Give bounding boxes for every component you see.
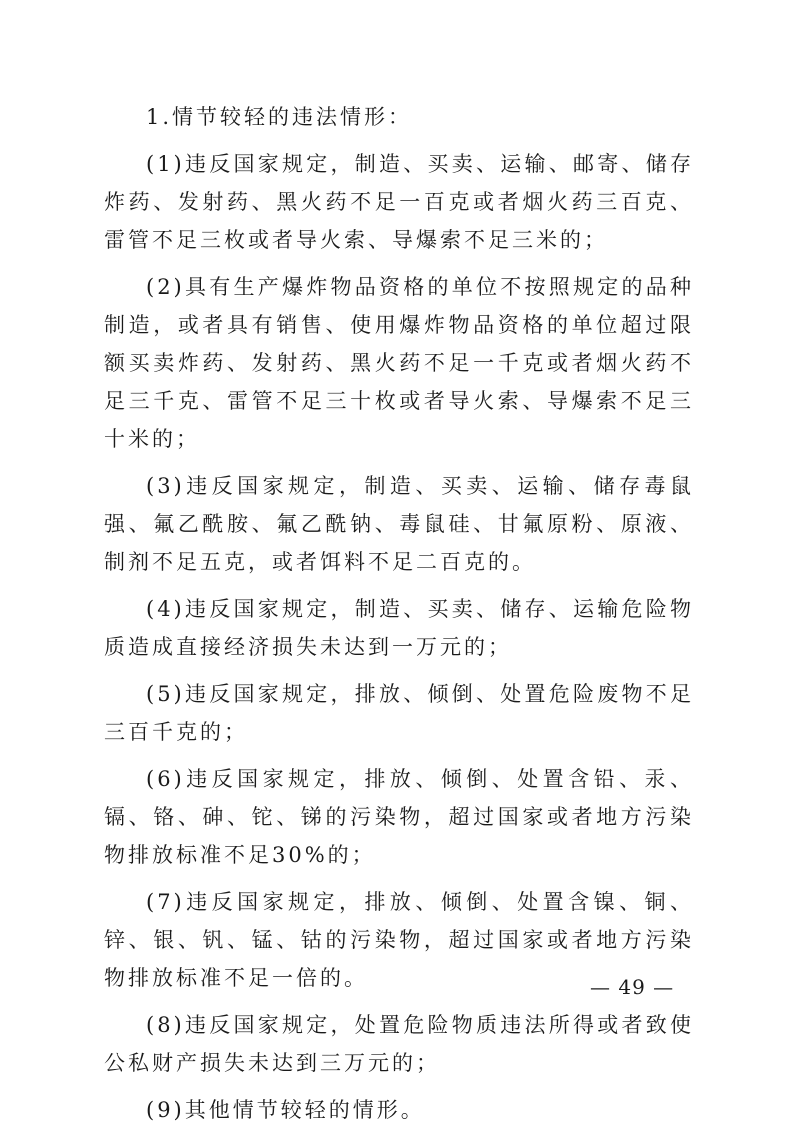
list-item: (1)违反国家规定，制造、买卖、运输、邮寄、储存炸药、发射药、黑火药不足一百克或者烟火药三百克、雷管不足三枚或者导火索、导爆索不足三米的； [104, 152, 694, 252]
list-item: (2)具有生产爆炸物品资格的单位不按照规定的品种制造，或者具有销售、使用爆炸物品资格的单位超过限额买卖炸药、发射药、黑火药不足一千克或者烟火药不足三千克、雷管不足三十枚或者导火索、导爆索不足三十米的； [104, 275, 694, 451]
list-item: (6)违反国家规定，排放、倾倒、处置含铅、汞、镉、铬、砷、铊、锑的污染物，超过国家或者地方污染物排放标准不足30%的； [104, 767, 694, 867]
section-heading: 1.情节较轻的违法情形： [146, 105, 413, 129]
list-item: (4)违反国家规定，制造、买卖、储存、运输危险物质造成直接经济损失未达到一万元的； [104, 597, 694, 659]
list-item: (8)违反国家规定，处置危险物质违法所得或者致使公私财产损失未达到三万元的； [104, 1013, 694, 1075]
list-item: (3)违反国家规定，制造、买卖、运输、储存毒鼠强、氟乙酰胺、氟乙酰钠、毒鼠硅、甘氟原粉、原液、制剂不足五克，或者饵料不足二百克的。 [104, 474, 694, 574]
page-number: — 49 — [590, 975, 675, 999]
list-item: (5)违反国家规定，排放、倾倒、处置危险废物不足三百千克的； [104, 682, 694, 744]
list-item: (9)其他情节较轻的情形。 [146, 1098, 425, 1122]
list-item: (7)违反国家规定，排放、倾倒、处置含镍、铜、锌、银、钒、锰、钴的污染物，超过国家或者地方污染物排放标准不足一倍的。 [104, 890, 694, 990]
